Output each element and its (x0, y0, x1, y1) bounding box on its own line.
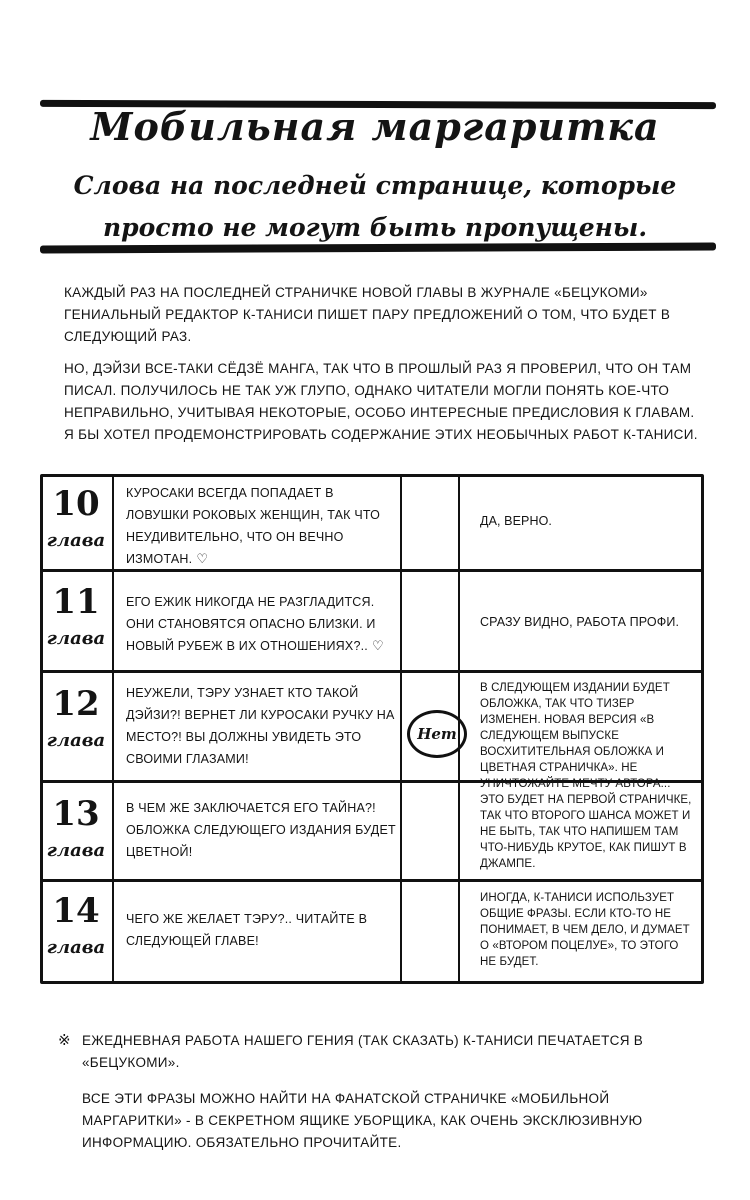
teaser-text: ЧЕГО ЖЕ ЖЕЛАЕТ ТЭРУ?.. ЧИТАЙТЕ В СЛЕДУЮЩЕЙ ГЛАВЕ! (126, 912, 368, 948)
teaser-text: ЕГО ЕЖИК НИКОГДА НЕ РАЗГЛАДИТСЯ. ОНИ СТАНОВЯТСЯ ОПАСНО БЛИЗКИ. И НОВЫЙ РУБЕЖ В ИХ ОТНОШЕНИЯХ?.. (126, 595, 376, 653)
subtitle-line-2: просто не могут быть пропущены. (102, 213, 648, 242)
column-divider (400, 474, 402, 984)
row-divider (40, 879, 704, 882)
chapter-label: глава (46, 730, 106, 751)
reference-mark-icon: ※ (58, 1032, 71, 1049)
footnote-1 (60, 1030, 700, 1074)
no-stamp: Нет (407, 710, 467, 758)
chapter-cell (44, 891, 108, 958)
chapter-cell (44, 582, 108, 649)
teaser-text: КУРОСАКИ ВСЕГДА ПОПАДАЕТ В ЛОВУШКИ РОКОВЫХ ЖЕНЩИН, ТАК ЧТО НЕУДИВИТЕЛЬНО, ЧТО ОН ВЕЧНО ИЗМОТАН. (126, 486, 381, 566)
comment-text: ЭТО БУДЕТ НА ПЕРВОЙ СТРАНИЧКЕ, ТАК ЧТО ВТОРОГО ШАНСА МОЖЕТ И НЕ БЫТЬ, ТАК ЧТО НАПИШЕМ ТАМ ЧТО-НИБУДЬ КРУТОЕ, КАК ПИШУТ В ДЖАМПЕ. (480, 794, 692, 870)
comment-text: ДА, ВЕРНО. (480, 514, 552, 528)
heart-icon: ♡ (196, 551, 209, 566)
chapter-number: 13 (52, 794, 100, 834)
teaser-text: НЕУЖЕЛИ, ТЭРУ УЗНАЕТ КТО ТАКОЙ ДЭЙЗИ?! ВЕРНЕТ ЛИ КУРОСАКИ РУЧКУ НА МЕСТО?! ВЫ ДОЛЖНЫ УВИДЕТЬ ЭТО СВОИМИ ГЛАЗАМИ! (126, 686, 395, 766)
chapter-teaser-table (40, 474, 704, 984)
comment-text: В СЛЕДУЮЩЕМ ИЗДАНИИ БУДЕТ ОБЛОЖКА, ТАК ЧТО ТИЗЕР ИЗМЕНЕН. НОВАЯ ВЕРСИЯ «В СЛЕДУЮЩЕМ ВЫПУСКЕ ВОСХИТИТЕЛЬНАЯ ОБЛОЖКА И ЦВЕТНАЯ СТРАНИЧКА». НЕ УНИЧТОЖАЙТЕ МЕЧТУ АВТОРА... (480, 682, 671, 790)
comment-text: ИНОГДА, К-ТАНИСИ ИСПОЛЬЗУЕТ ОБЩИЕ ФРАЗЫ. ЕСЛИ КТО-ТО НЕ ПОНИМАЕТ, В ЧЕМ ДЕЛО, И ДУМАЕТ О «ВТОРОМ ПОЦЕЛУЕ», ТО ЭТОГО НЕ БУДЕТ. (480, 892, 690, 968)
chapter-label: глава (46, 628, 106, 649)
footnote-1-text: ЕЖЕДНЕВНАЯ РАБОТА НАШЕГО ГЕНИЯ (ТАК СКАЗАТЬ) К-ТАНИСИ ПЕЧАТАЕТСЯ В «БЕЦУКОМИ». (82, 1033, 644, 1070)
page-title: Мобильная маргаритка (90, 104, 660, 149)
bottom-rule (40, 243, 716, 254)
chapter-number: 12 (52, 684, 100, 724)
chapter-label: глава (46, 937, 106, 958)
row-divider (40, 670, 704, 673)
teaser-text: В ЧЕМ ЖЕ ЗАКЛЮЧАЕТСЯ ЕГО ТАЙНА?! ОБЛОЖКА СЛЕДУЮЩЕГО ИЗДАНИЯ БУДЕТ ЦВЕТНОЙ! (126, 801, 396, 859)
comment-text: СРАЗУ ВИДНО, РАБОТА ПРОФИ. (480, 615, 680, 629)
intro-paragraph-2: НО, ДЭЙЗИ ВСЕ-ТАКИ СЁДЗЁ МАНГА, ТАК ЧТО В ПРОШЛЫЙ РАЗ Я ПРОВЕРИЛ, ЧТО ОН ТАМ ПИСАЛ. ПОЛУЧИЛОСЬ НЕ ТАК УЖ ГЛУПО, ОДНАКО ЧИТАТЕЛИ МОГЛИ ПОНЯТЬ КОЕ-ЧТО НЕПРАВИЛЬНО, УЧИТЫВАЯ НЕКОТОРЫЕ, ОСОБО ИНТЕРЕСНЫЕ ПРЕДИСЛОВИЯ К ГЛАВАМ. Я БЫ ХОТЕЛ ПРОДЕМОНСТРИРОВАТЬ СОДЕРЖАНИЕ ЭТИХ НЕОБЫЧНЫХ РАБОТ К-ТАНИСИ. (64, 361, 698, 442)
chapter-cell (44, 484, 108, 551)
chapter-label: глава (46, 840, 106, 861)
teaser-cell (126, 591, 396, 657)
chapter-number: 11 (52, 582, 100, 622)
chapter-cell (44, 794, 108, 861)
teaser-cell (126, 482, 396, 570)
chapter-number: 10 (52, 484, 100, 524)
footnote-2: ВСЕ ЭТИ ФРАЗЫ МОЖНО НАЙТИ НА ФАНАТСКОЙ СТРАНИЧКЕ «МОБИЛЬНОЙ МАРГАРИТКИ» - В СЕКРЕТНОМ ЯЩИКЕ УБОРЩИКА, КАК ОЧЕНЬ ЭКСКЛЮЗИВНУЮ ИНФОРМАЦИЮ. ОБЯЗАТЕЛЬНО ПРОЧИТАЙТЕ. (82, 1091, 643, 1150)
chapter-label: глава (46, 530, 106, 551)
column-divider (112, 474, 114, 984)
chapter-cell (44, 684, 108, 751)
chapter-number: 14 (52, 891, 100, 931)
subtitle-line-1: Слова на последней странице, которые (73, 171, 677, 200)
heart-icon: ♡ (371, 638, 384, 653)
intro-paragraph-1: КАЖДЫЙ РАЗ НА ПОСЛЕДНЕЙ СТРАНИЧКЕ НОВОЙ ГЛАВЫ В ЖУРНАЛЕ «БЕЦУКОМИ» ГЕНИАЛЬНЫЙ РЕДАКТОР К-ТАНИСИ ПИШЕТ ПАРУ ПРЕДЛОЖЕНИЙ О ТОМ, ЧТО БУДЕТ В СЛЕДУЮЩИЙ РАЗ. (64, 285, 671, 344)
